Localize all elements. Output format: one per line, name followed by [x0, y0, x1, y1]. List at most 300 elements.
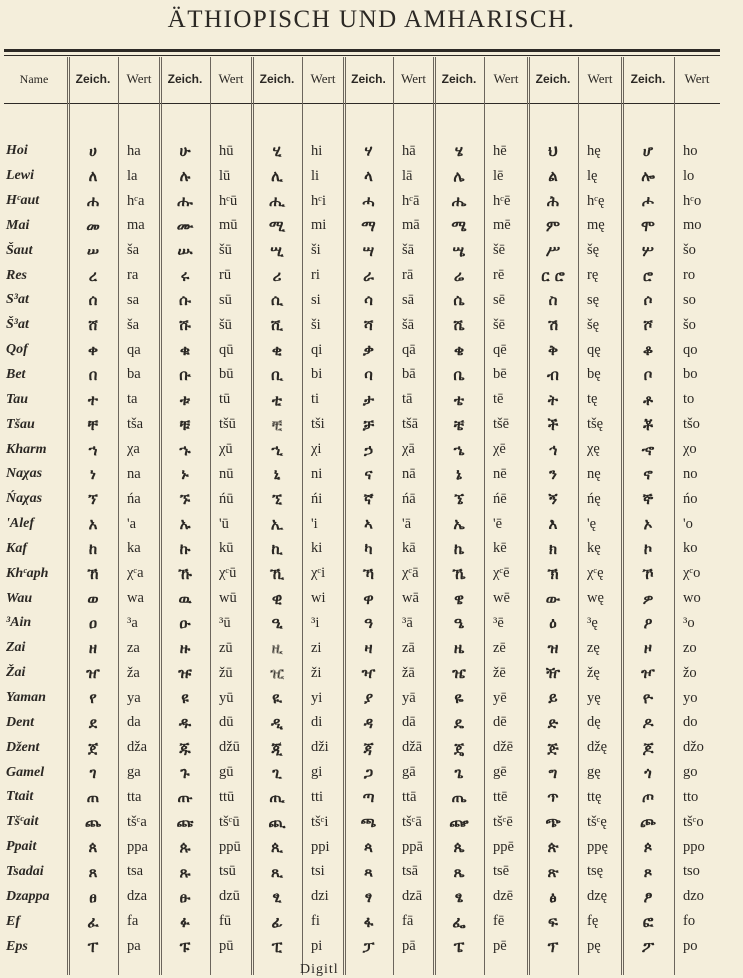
transliteration-value: tšᶜā — [402, 813, 422, 830]
transliteration-value: qū — [219, 341, 234, 358]
transliteration-value: zo — [683, 639, 697, 656]
ethiopic-sign: ው — [545, 589, 561, 608]
transliteration-value: tšā — [402, 416, 419, 433]
table-row — [0, 760, 743, 785]
transliteration-value: bē — [493, 366, 507, 383]
transliteration-value: 'o — [683, 515, 693, 532]
ethiopic-sign: ይ — [548, 689, 558, 708]
ethiopic-sign: ፕ — [547, 937, 559, 956]
transliteration-value: tšē — [493, 416, 510, 433]
letter-name: Žai — [6, 665, 26, 681]
transliteration-value: bo — [683, 366, 698, 383]
ethiopic-sign: ሌ — [453, 167, 465, 186]
transliteration-value: yo — [683, 689, 698, 706]
ethiopic-sign: ፖ — [641, 937, 655, 956]
ethiopic-sign: ጦ — [641, 788, 655, 807]
ethiopic-sign: ቂ — [271, 341, 283, 360]
transliteration-value: ppē — [493, 838, 514, 855]
transliteration-value: pa — [127, 938, 141, 955]
ethiopic-sign: ኽ — [547, 564, 559, 583]
table-row — [0, 735, 743, 760]
transliteration-value: yā — [402, 689, 416, 706]
letter-name: Šaut — [6, 242, 33, 258]
ethiopic-sign: ኪ — [271, 539, 283, 558]
transliteration-value: zę — [587, 639, 600, 656]
transliteration-value: sē — [493, 291, 506, 308]
transliteration-value: ńū — [219, 490, 234, 507]
ethiopic-sign: ዞ — [643, 639, 653, 658]
letter-name: Ppait — [6, 839, 37, 855]
ethiopic-sign: ዬ — [454, 689, 464, 708]
ethiopic-sign: ፒ — [271, 937, 283, 956]
table-row — [0, 238, 743, 263]
transliteration-value: qē — [493, 341, 507, 358]
ethiopic-sign: ፑ — [179, 937, 191, 956]
letter-name: S³at — [6, 292, 29, 308]
top-rule-thin — [4, 55, 720, 56]
ethiopic-sign: ዛ — [364, 639, 373, 658]
ethiopic-sign: ዮ — [642, 689, 654, 708]
transliteration-value: 'i — [311, 515, 318, 532]
ethiopic-sign: ኬ — [453, 539, 465, 558]
transliteration-value: ńi — [311, 490, 323, 507]
transliteration-value: ha — [127, 142, 141, 159]
transliteration-value: ya — [127, 689, 141, 706]
transliteration-value: šā — [402, 242, 415, 259]
header-value: Wert — [218, 71, 244, 86]
ethiopic-sign: ድ — [547, 713, 559, 732]
transliteration-value: hᶜi — [311, 192, 326, 209]
transliteration-value: sę — [587, 291, 600, 308]
ethiopic-sign: ጾ — [643, 862, 653, 881]
letter-name: Bet — [6, 366, 26, 382]
transliteration-value: yū — [219, 689, 234, 706]
header-sign: Zeich. — [75, 72, 111, 86]
ethiopic-sign: ቹ — [179, 415, 191, 434]
table-row — [0, 860, 743, 885]
transliteration-value: šo — [683, 316, 696, 333]
transliteration-value: džę — [587, 739, 608, 756]
ethiopic-sign: ጲ — [271, 838, 283, 857]
ethiopic-sign: ኩ — [179, 539, 191, 558]
header-value: Wert — [684, 71, 710, 86]
transliteration-value: fū — [219, 913, 232, 930]
transliteration-value: mo — [683, 217, 702, 234]
ethiopic-sign: ሢ — [270, 241, 284, 260]
header-sign: Zeich. — [167, 72, 203, 86]
table-row — [0, 313, 743, 338]
ethiopic-sign: ጩ — [176, 813, 194, 832]
ethiopic-sign: ቢ — [271, 365, 283, 384]
letter-name: Hoi — [6, 143, 28, 159]
ethiopic-sign: ሸ — [88, 316, 98, 335]
transliteration-value: da — [127, 714, 141, 731]
transliteration-value: χᶜi — [311, 565, 326, 582]
transliteration-value: šū — [219, 242, 232, 259]
ethiopic-sign: ጥ — [547, 788, 559, 807]
transliteration-value: wa — [127, 590, 144, 607]
transliteration-value: ta — [127, 391, 138, 408]
ethiopic-sign: ኺ — [269, 564, 285, 583]
transliteration-value: fo — [683, 913, 696, 930]
ethiopic-sign: ቦ — [643, 365, 653, 384]
ethiopic-sign: ኙ — [179, 490, 191, 509]
transliteration-value: dzi — [311, 888, 329, 905]
transliteration-value: gi — [311, 764, 323, 781]
ethiopic-sign: ቱ — [179, 390, 191, 409]
letter-name: Naχas — [6, 466, 43, 482]
transliteration-value: 'ū — [219, 515, 229, 532]
transliteration-value: ttē — [493, 788, 508, 805]
table-row — [0, 586, 743, 611]
table-row — [0, 909, 743, 934]
transliteration-value: tsē — [493, 863, 510, 880]
transliteration-value: dę — [587, 714, 601, 731]
transliteration-value: hę — [587, 142, 601, 159]
transliteration-value: ³a — [127, 614, 138, 631]
transliteration-value: go — [683, 764, 698, 781]
ethiopic-sign: ዶ — [642, 713, 654, 732]
ethiopic-sign: ኹ — [178, 564, 192, 583]
ethiopic-sign: ሀ — [89, 142, 97, 161]
transliteration-value: rę — [587, 267, 599, 284]
transliteration-value: pi — [311, 938, 323, 955]
letter-name: Dzappa — [6, 888, 50, 904]
header-sign: Zeich. — [630, 72, 666, 86]
ethiopic-sign: ቾ — [643, 415, 653, 434]
ethiopic-sign: ግ — [548, 763, 558, 782]
transliteration-value: do — [683, 714, 698, 731]
letter-name: Zai — [6, 640, 26, 656]
transliteration-value: qo — [683, 341, 698, 358]
transliteration-value: tso — [683, 863, 700, 880]
ethiopic-sign: ሱ — [178, 291, 192, 310]
ethiopic-sign: ፔ — [453, 937, 465, 956]
ethiopic-sign: ሜ — [451, 216, 467, 235]
transliteration-value: ša — [127, 316, 140, 333]
ethiopic-sign: ሔ — [451, 192, 467, 211]
transliteration-value: ki — [311, 540, 323, 557]
ethiopic-sign: ዘ — [88, 639, 98, 658]
transliteration-value: rē — [493, 267, 505, 284]
transliteration-value: tšᶜē — [493, 813, 513, 830]
page-footer: Digitl — [300, 962, 339, 977]
table-row — [0, 437, 743, 462]
transliteration-value: gā — [402, 764, 416, 781]
ethiopic-sign: ዉ — [178, 589, 192, 608]
ethiopic-sign: መ — [86, 216, 100, 235]
ethiopic-sign: ዖ — [643, 614, 653, 633]
ethiopic-sign: ጡ — [177, 788, 193, 807]
ethiopic-sign: ዕ — [549, 614, 557, 633]
transliteration-value: ši — [311, 316, 321, 333]
ethiopic-sign: ኀ — [88, 440, 98, 459]
transliteration-value: tsi — [311, 863, 325, 880]
ethiopic-sign: ፉ — [180, 912, 190, 931]
header-rule — [4, 103, 720, 104]
ethiopic-sign: ፍ — [548, 912, 558, 931]
transliteration-value: ńa — [127, 490, 141, 507]
ethiopic-sign: ዎ — [642, 589, 654, 608]
ethiopic-sign: ኂ — [271, 440, 283, 459]
transliteration-value: la — [127, 167, 138, 184]
ethiopic-sign: ር ሮ — [541, 266, 565, 285]
ethiopic-sign: ጬ — [449, 813, 469, 832]
table-row — [0, 462, 743, 487]
ethiopic-sign: ሕ — [546, 192, 560, 211]
ethiopic-sign: ሃ — [364, 142, 373, 161]
table-row — [0, 512, 743, 537]
ethiopic-sign: ጌ — [454, 763, 464, 782]
transliteration-value: no — [683, 465, 698, 482]
ethiopic-sign: ፊ — [271, 912, 283, 931]
letter-name: 'Alef — [6, 516, 34, 532]
transliteration-value: rā — [402, 267, 414, 284]
transliteration-value: ri — [311, 267, 320, 284]
ethiopic-sign: ኝ — [548, 490, 558, 509]
transliteration-value: mū — [219, 217, 238, 234]
ethiopic-sign: ኾ — [642, 564, 654, 583]
letter-name: ³Ain — [6, 615, 32, 631]
transliteration-value: χo — [683, 441, 697, 458]
transliteration-value: nū — [219, 465, 234, 482]
ethiopic-sign: ጹ — [179, 862, 191, 881]
transliteration-value: 'ę — [587, 515, 597, 532]
transliteration-value: ttū — [219, 788, 235, 805]
ethiopic-sign: ቺ — [271, 415, 283, 434]
transliteration-value: ttę — [587, 788, 602, 805]
transliteration-value: mę — [587, 217, 605, 234]
transliteration-value: dzē — [493, 888, 514, 905]
transliteration-value: sa — [127, 291, 140, 308]
ethiopic-sign: ቤ — [453, 365, 465, 384]
ethiopic-sign: ኁ — [179, 440, 191, 459]
header-sign: Zeich. — [441, 72, 477, 86]
ethiopic-sign: ጠ — [86, 788, 100, 807]
ethiopic-sign: የ — [89, 689, 97, 708]
ethiopic-sign: ም — [545, 216, 560, 235]
transliteration-value: tšę — [587, 416, 604, 433]
transliteration-value: χē — [493, 441, 506, 458]
ethiopic-sign: ዔ — [453, 614, 465, 633]
transliteration-value: šo — [683, 242, 696, 259]
transliteration-value: hᶜę — [587, 192, 605, 209]
transliteration-value: χᶜa — [127, 565, 144, 582]
ethiopic-sign: ቃ — [363, 341, 374, 360]
ethiopic-sign: ጀ — [87, 738, 99, 757]
transliteration-value: dē — [493, 714, 507, 731]
transliteration-value: pē — [493, 938, 507, 955]
ethiopic-sign: ጭ — [545, 813, 561, 832]
transliteration-value: žā — [402, 664, 415, 681]
transliteration-value: žo — [683, 664, 697, 681]
ethiopic-sign: ና — [364, 465, 373, 484]
transliteration-value: ti — [311, 391, 320, 408]
letter-name: Dent — [6, 714, 34, 730]
ethiopic-sign: ሦ — [642, 241, 654, 260]
ethiopic-sign: ፁ — [179, 887, 191, 906]
transliteration-value: žę — [587, 664, 600, 681]
ethiopic-sign: ጵ — [547, 838, 559, 857]
ethiopic-sign: ሠ — [86, 241, 100, 260]
transliteration-value: yę — [587, 689, 601, 706]
transliteration-value: qā — [402, 341, 416, 358]
ethiopic-sign: ዋ — [363, 589, 374, 608]
transliteration-value: ńē — [493, 490, 507, 507]
transliteration-value: ko — [683, 540, 698, 557]
ethiopic-sign: ኖ — [643, 465, 653, 484]
transliteration-value: pū — [219, 938, 234, 955]
ethiopic-sign: ኛ — [363, 490, 374, 509]
ethiopic-sign: ፌ — [452, 912, 466, 931]
ethiopic-sign: ሹ — [179, 316, 191, 335]
transliteration-value: nē — [493, 465, 507, 482]
ethiopic-sign: ሙ — [176, 216, 194, 235]
letter-name: Tsadai — [6, 863, 44, 879]
transliteration-value: gē — [493, 764, 507, 781]
ethiopic-sign: ጎ — [644, 763, 652, 782]
transliteration-value: yi — [311, 689, 323, 706]
transliteration-value: tšo — [683, 416, 700, 433]
transliteration-value: tšū — [219, 416, 236, 433]
transliteration-value: žē — [493, 664, 506, 681]
ethiopic-sign: ፂ — [272, 887, 282, 906]
ethiopic-sign: ሐ — [86, 192, 100, 211]
ethiopic-sign: ረ — [88, 266, 98, 285]
table-row — [0, 686, 743, 711]
transliteration-value: sā — [402, 291, 415, 308]
ethiopic-sign: ጺ — [271, 862, 283, 881]
transliteration-value: ši — [311, 242, 321, 259]
transliteration-value: χᶜo — [683, 565, 701, 582]
transliteration-value: ro — [683, 267, 696, 284]
ethiopic-sign: ዊ — [271, 589, 283, 608]
ethiopic-sign: ዤ — [452, 664, 466, 683]
ethiopic-sign: ፓ — [362, 937, 375, 956]
transliteration-value: zē — [493, 639, 506, 656]
table-row — [0, 288, 743, 313]
transliteration-value: ńo — [683, 490, 698, 507]
transliteration-value: za — [127, 639, 140, 656]
transliteration-value: mi — [311, 217, 327, 234]
ethiopic-sign: ዱ — [178, 713, 192, 732]
ethiopic-sign: ቡ — [179, 365, 191, 384]
transliteration-value: wi — [311, 590, 326, 607]
transliteration-value: bā — [402, 366, 416, 383]
letter-name: Wau — [6, 590, 33, 606]
ethiopic-sign: ጻ — [363, 862, 373, 881]
ethiopic-sign: ዚ — [271, 639, 283, 658]
ethiopic-sign: ኢ — [270, 515, 284, 534]
ethiopic-sign: ሊ — [271, 167, 283, 186]
transliteration-value: šē — [493, 316, 506, 333]
transliteration-value: nę — [587, 465, 601, 482]
transliteration-value: dzo — [683, 888, 704, 905]
ethiopic-sign: ቸ — [87, 415, 99, 434]
transliteration-value: tši — [311, 416, 325, 433]
transliteration-value: ma — [127, 217, 145, 234]
transliteration-value: hi — [311, 142, 323, 159]
ethiopic-sign: ዥ — [545, 664, 561, 683]
transliteration-value: ša — [127, 242, 140, 259]
ethiopic-sign: ጱ — [179, 838, 191, 857]
letter-name: Kaf — [6, 540, 27, 556]
top-rule — [4, 49, 720, 52]
ethiopic-sign: ኔ — [456, 465, 462, 484]
table-row — [0, 785, 743, 810]
ethiopic-sign: ቴ — [453, 390, 465, 409]
page-title: ÄTHIOPISCH UND AMHARISCH. — [167, 6, 576, 33]
header-value: Wert — [310, 71, 336, 86]
transliteration-value: kę — [587, 540, 601, 557]
ethiopic-sign: ሡ — [177, 241, 193, 260]
transliteration-value: lū — [219, 167, 231, 184]
table-row — [0, 412, 743, 437]
transliteration-value: qę — [587, 341, 601, 358]
transliteration-value: ³ę — [587, 614, 598, 631]
transliteration-value: hᶜo — [683, 192, 702, 209]
transliteration-value: bę — [587, 366, 601, 383]
ethiopic-sign: ሒ — [269, 192, 285, 211]
header-value: Wert — [401, 71, 426, 86]
transliteration-value: fā — [402, 913, 414, 930]
letter-name: Džent — [6, 739, 40, 755]
ethiopic-sign: ፎ — [642, 912, 654, 931]
ethiopic-sign: ዲ — [271, 713, 283, 732]
transliteration-value: qi — [311, 341, 323, 358]
transliteration-value: žū — [219, 664, 233, 681]
ethiopic-sign: ዒ — [271, 614, 283, 633]
ethiopic-sign: ሥ — [545, 241, 561, 260]
ethiopic-sign: ኚ — [272, 490, 282, 509]
transliteration-value: tšᶜę — [587, 813, 607, 830]
ethiopic-sign: ኻ — [362, 564, 375, 583]
transliteration-value: ppū — [219, 838, 241, 855]
ethiopic-sign: ኜ — [454, 490, 464, 509]
transliteration-value: šū — [219, 316, 232, 333]
transliteration-value: 'ā — [402, 515, 412, 532]
ethiopic-sign: ጂ — [271, 738, 283, 757]
ethiopic-sign: ሴ — [453, 291, 465, 310]
transliteration-value: tā — [402, 391, 413, 408]
ethiopic-sign: ጄ — [453, 738, 465, 757]
transliteration-value: ba — [127, 366, 141, 383]
ethiopic-sign: ፀ — [89, 887, 97, 906]
letter-name: Mai — [6, 217, 30, 233]
ethiopic-sign: ቀ — [87, 341, 99, 360]
transliteration-value: fi — [311, 913, 320, 930]
ethiopic-sign: ኅ — [548, 440, 558, 459]
ethiopic-sign: ሰ — [88, 291, 98, 310]
ethiopic-sign: ጋ — [363, 763, 374, 782]
transliteration-value: šę — [587, 242, 600, 259]
ethiopic-sign: ሮ — [643, 266, 653, 285]
transliteration-value: χᶜē — [493, 565, 510, 582]
table-row — [0, 139, 743, 164]
table-row — [0, 661, 743, 686]
transliteration-value: χā — [402, 441, 415, 458]
table-row — [0, 189, 743, 214]
ethiopic-sign: ጣ — [362, 788, 375, 807]
transliteration-value: ži — [311, 664, 322, 681]
transliteration-value: ppo — [683, 838, 705, 855]
ethiopic-sign: ፄ — [454, 887, 464, 906]
transliteration-value: χi — [311, 441, 322, 458]
ethiopic-sign: ዡ — [178, 664, 192, 683]
ethiopic-sign: ፅ — [549, 887, 557, 906]
transliteration-value: tšᶜū — [219, 813, 240, 830]
ethiopic-sign: ነ — [90, 465, 96, 484]
